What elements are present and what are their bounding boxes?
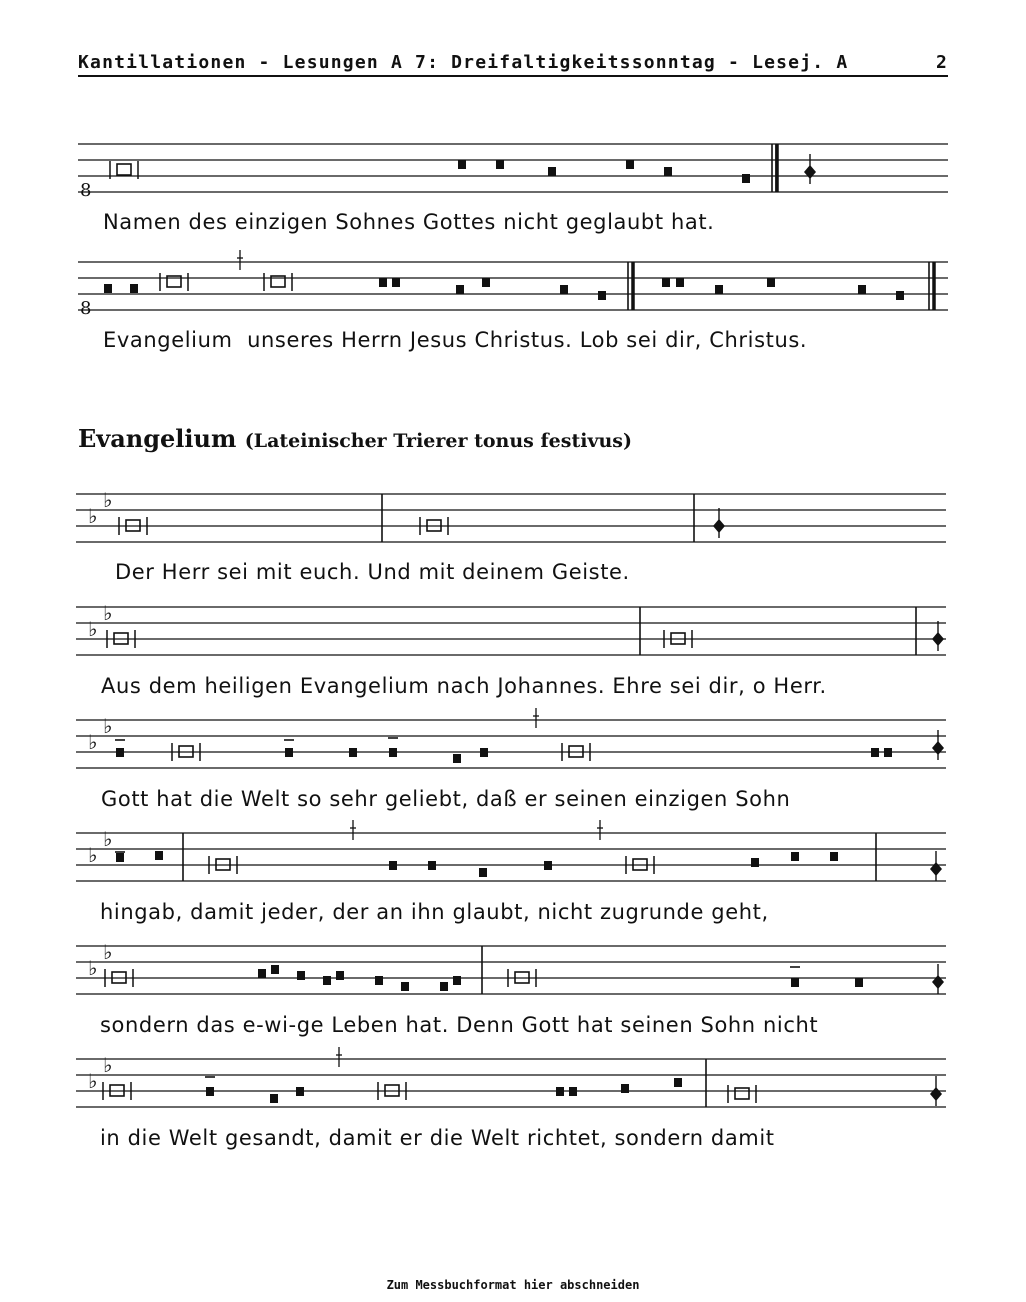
- neume-note: [258, 969, 266, 978]
- neume-note: [379, 278, 387, 287]
- recitation-note: [117, 164, 131, 175]
- neume-note: [428, 861, 436, 870]
- neume-note: [389, 861, 397, 870]
- lyric-line: in die Welt gesandt, damit er die Welt richtet, sondern damit: [100, 1126, 775, 1150]
- neume-note: [496, 160, 504, 169]
- flat-icon: ♭: [88, 956, 98, 980]
- header-title: Kantillationen - Lesungen A 7: Dreifaltigkeitssonntag - Lesej. A: [78, 52, 849, 73]
- neume-note: [155, 851, 163, 860]
- neume-note: [626, 160, 634, 169]
- flat-icon: ♭: [88, 843, 98, 867]
- neume-note: [751, 858, 759, 867]
- flat-icon: ♭: [103, 601, 113, 625]
- neume-note: [453, 754, 461, 763]
- final-note: [804, 165, 816, 179]
- neume-note: [884, 748, 892, 757]
- neume-note: [104, 284, 112, 293]
- neume-note: [389, 748, 397, 757]
- lyric-line: Evangelium unseres Herrn Jesus Christus. Lob sei dir, Christus.: [103, 328, 808, 352]
- neume-note: [544, 861, 552, 870]
- neume-note: [296, 1087, 304, 1096]
- neume-note: [206, 1087, 214, 1096]
- neume-note: [855, 978, 863, 987]
- flat-icon: ♭: [103, 714, 113, 738]
- neume-note: [830, 852, 838, 861]
- neume-note: [453, 976, 461, 985]
- section-title: Evangelium: [78, 424, 237, 453]
- neume-note: [480, 748, 488, 757]
- neume-note: [742, 174, 750, 183]
- neume-note: [548, 167, 556, 176]
- neume-note: [458, 160, 466, 169]
- neume-note: [662, 278, 670, 287]
- neume-note: [401, 982, 409, 991]
- neume-note: [896, 291, 904, 300]
- final-note: [932, 632, 944, 646]
- neume-note: [297, 971, 305, 980]
- neume-note: [130, 284, 138, 293]
- neume-note: [767, 278, 775, 287]
- neume-note: [621, 1084, 629, 1093]
- clef-g-icon: 8: [80, 298, 92, 319]
- neume-note: [440, 982, 448, 991]
- neume-note: [336, 971, 344, 980]
- final-note: [932, 741, 944, 755]
- neume-note: [664, 167, 672, 176]
- lyric-line: sondern das e-wi-ge Leben hat. Denn Gott hat seinen Sohn nicht: [100, 1013, 819, 1037]
- neume-note: [598, 291, 606, 300]
- recitation-note: [735, 1088, 749, 1099]
- clef-g-icon: 8: [80, 180, 92, 201]
- final-note: [713, 519, 725, 533]
- flat-icon: ♭: [88, 504, 98, 528]
- neume-note: [323, 976, 331, 985]
- flat-icon: ♭: [88, 730, 98, 754]
- neume-note: [871, 748, 879, 757]
- section-subtitle: (Lateinischer Trierer tonus festivus): [244, 430, 632, 452]
- lyric-line: Der Herr sei mit euch. Und mit deinem Geiste.: [115, 560, 630, 584]
- final-note: [930, 862, 942, 876]
- neume-note: [858, 285, 866, 294]
- page-number: 2: [935, 52, 948, 73]
- flat-icon: ♭: [88, 617, 98, 641]
- neume-note: [674, 1078, 682, 1087]
- neume-note: [456, 285, 464, 294]
- flat-icon: ♭: [103, 488, 113, 512]
- flat-icon: ♭: [103, 940, 113, 964]
- neume-note: [482, 278, 490, 287]
- neume-note: [791, 978, 799, 987]
- flat-icon: ♭: [103, 1053, 113, 1077]
- lyric-line: Aus dem heiligen Evangelium nach Johannes. Ehre sei dir, o Herr.: [101, 674, 827, 698]
- flat-icon: ♭: [88, 1069, 98, 1093]
- lyric-line: Gott hat die Welt so sehr geliebt, daß er seinen einzigen Sohn: [101, 787, 791, 811]
- neume-note: [375, 976, 383, 985]
- neume-note: [569, 1087, 577, 1096]
- neume-note: [676, 278, 684, 287]
- final-note: [930, 1087, 942, 1101]
- lyric-line: Namen des einzigen Sohnes Gottes nicht geglaubt hat.: [103, 210, 715, 234]
- neume-note: [270, 1094, 278, 1103]
- cut-line-note: Zum Messbuchformat hier abschneiden: [386, 1278, 640, 1292]
- neume-note: [271, 965, 279, 974]
- neume-note: [285, 748, 293, 757]
- neume-note: [556, 1087, 564, 1096]
- neume-note: [791, 852, 799, 861]
- neume-note: [116, 748, 124, 757]
- flat-icon: ♭: [103, 827, 113, 851]
- neume-note: [479, 868, 487, 877]
- final-note: [932, 975, 944, 989]
- neume-note: [392, 278, 400, 287]
- lyric-line: hingab, damit jeder, der an ihn glaubt, nicht zugrunde geht,: [100, 900, 769, 924]
- neume-note: [349, 748, 357, 757]
- neume-note: [116, 853, 124, 862]
- neume-note: [715, 285, 723, 294]
- neume-note: [560, 285, 568, 294]
